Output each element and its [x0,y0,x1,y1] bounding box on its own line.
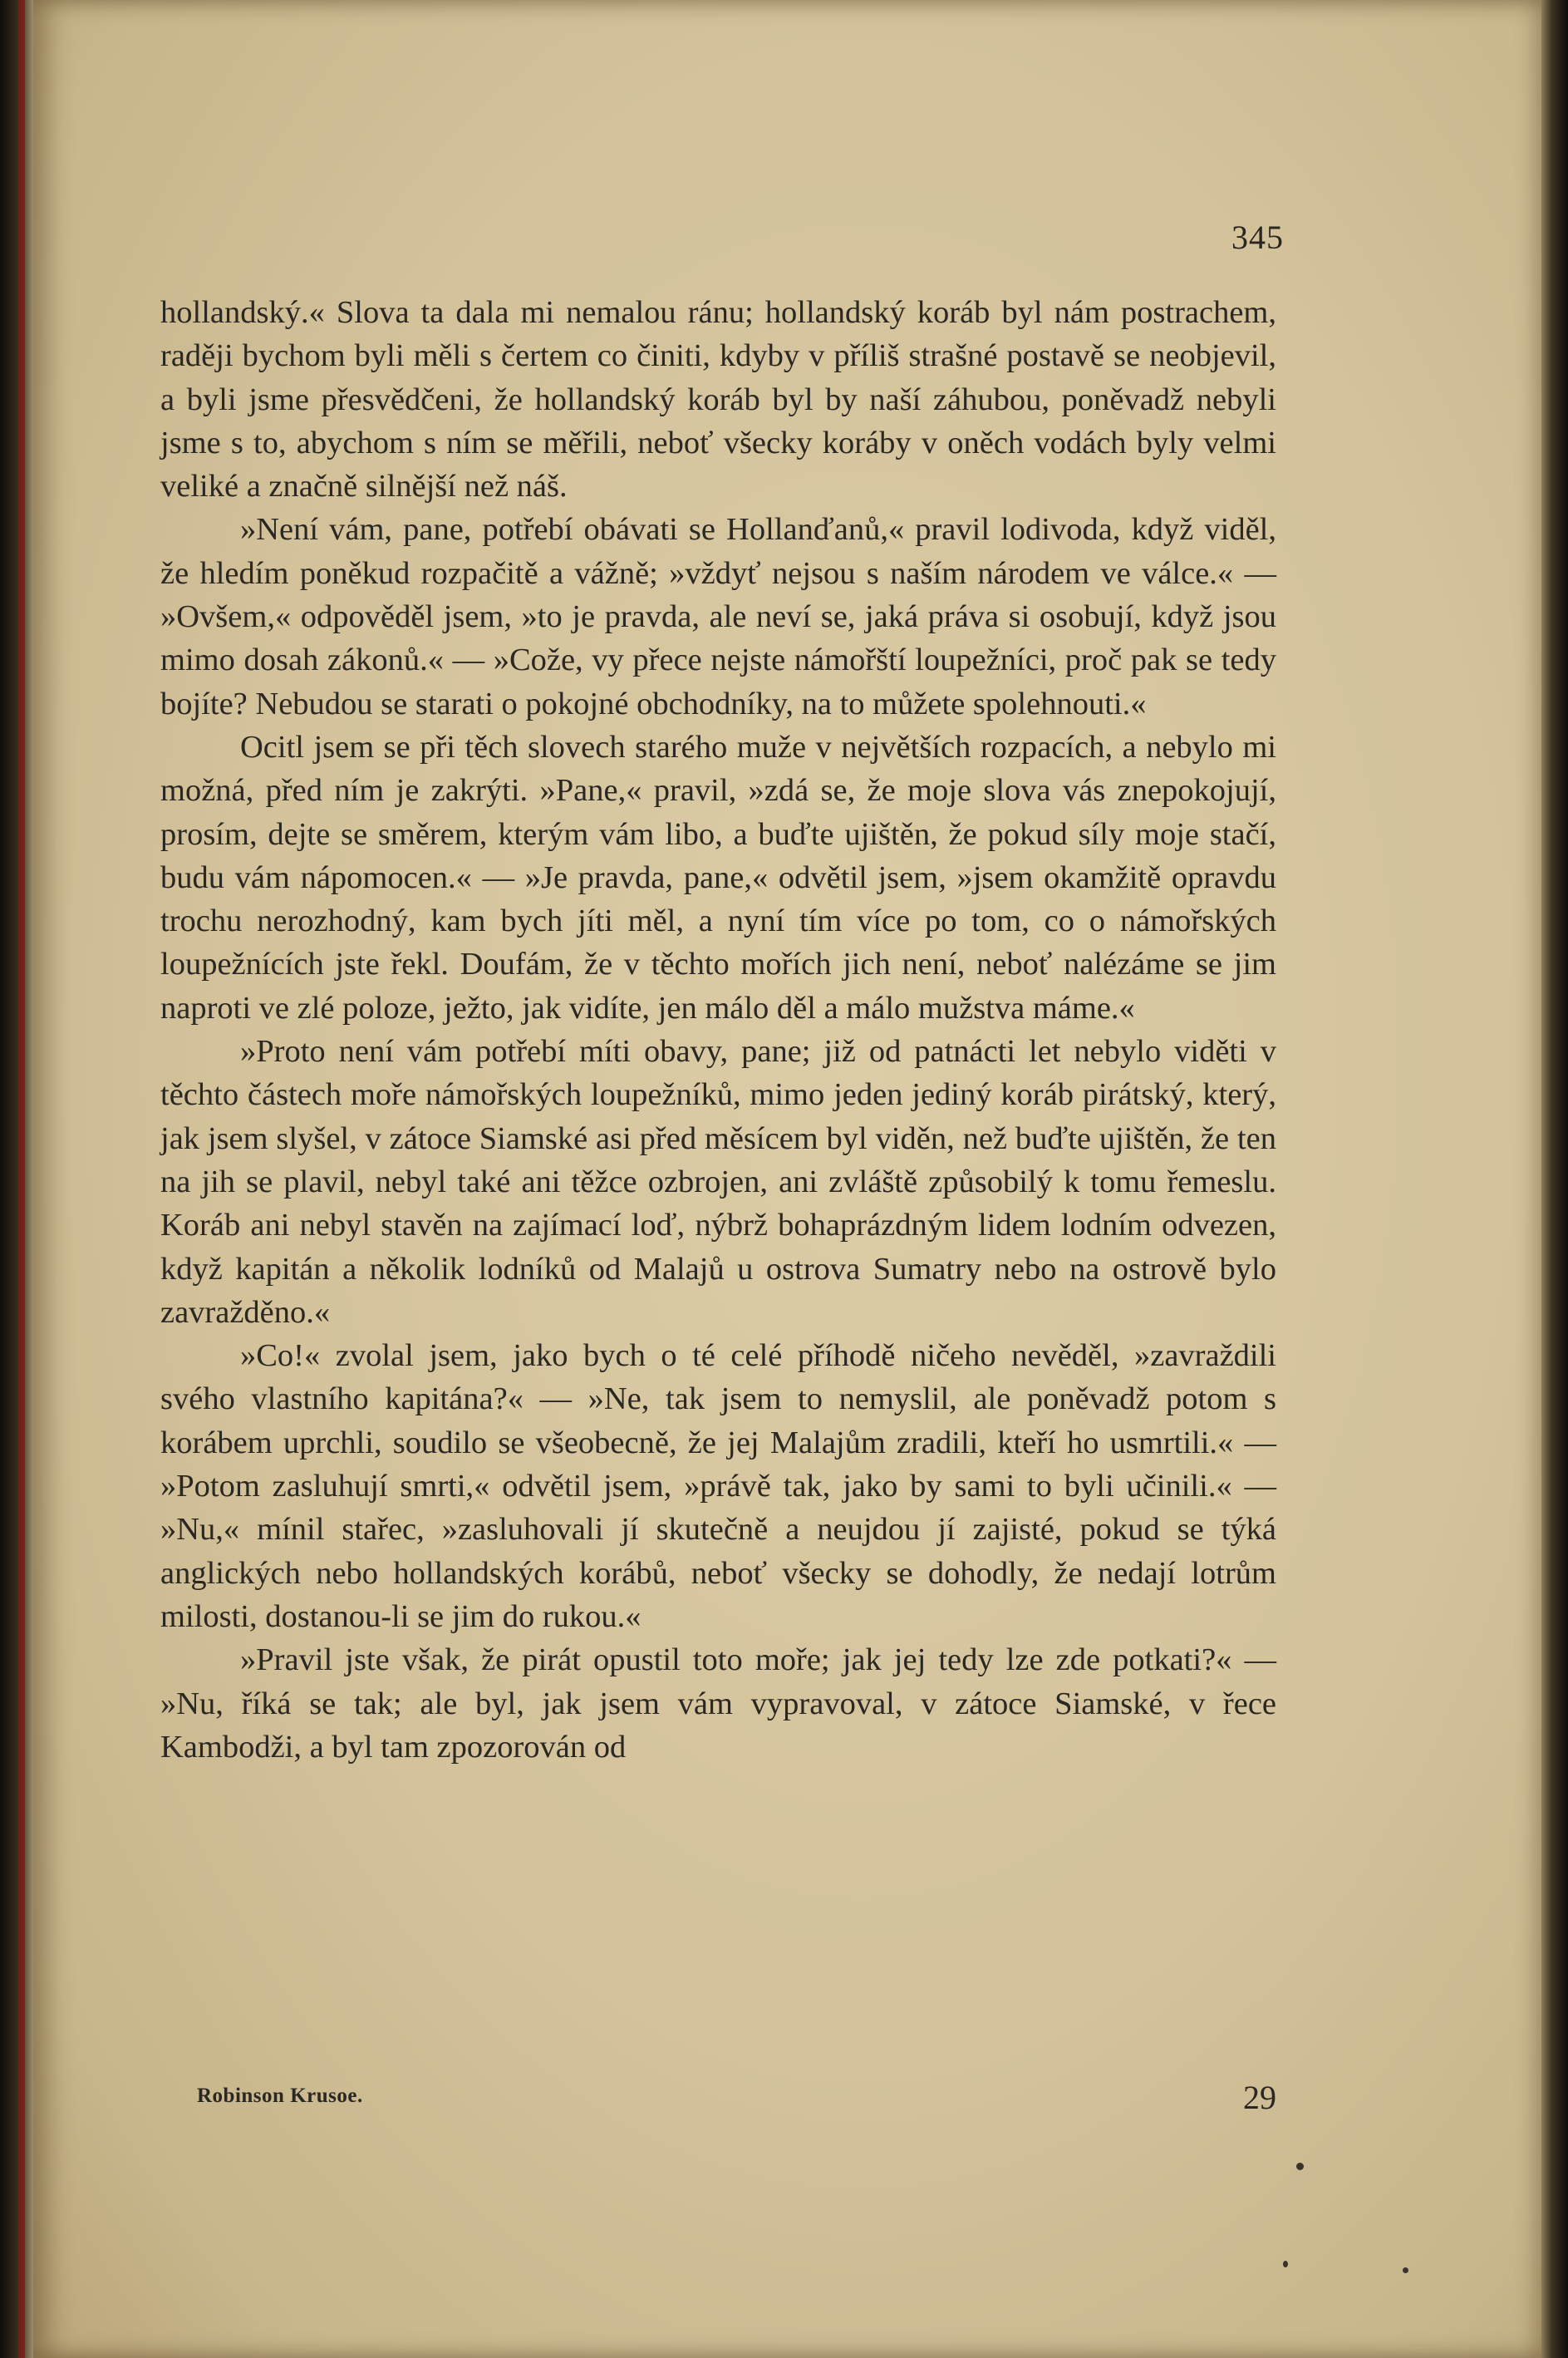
binding-band [18,0,25,2358]
paragraph-1: hollandský.« Slova ta dala mi nemalou ránu; hollandský koráb byl nám postrachem, raději bychom byli měli s čertem co činiti, kdyby v příliš strašné postavě se neobjevil, a byli jsme přesvědčeni, že hollandský koráb byl by naší záhubou, poněvadž nebyli jsme s to, abychom s ním se měřili, neboť všecky koráby v oněch vodách byly velmi veliké a značně silnější než náš. [160,295,1276,505]
page-footer [160,2078,1276,2119]
body-text [160,291,1276,1769]
paragraph-3: Ocitl jsem se při těch slovech starého muže v největších rozpacích, a nebylo mi možná, před ním je zakrýti. »Pane,« pravil, »zdá se, že moje slova vás znepokojují, prosím, dejte se směrem, kterým vám libo, a buďte ujištěn, že pokud síly moje stačí, budu vám nápomocen.« — »Je pravda, pane,« odvětil jsem, »jsem okamžitě opravdu trochu nerozhodný, kam bych jíti měl, a nyní tím více po tom, co o námořských loupežnících jste řekl. Doufám, že v těchto mořích jich není, neboť nalézáme se jim naproti ve zlé poloze, ježto, jak vidíte, jen málo děl a málo mužstva máme.« [160,729,1276,1026]
paper-speck [1296,2163,1304,2170]
paragraph-5: »Co!« zvolal jsem, jako bych o té celé příhodě ničeho nevěděl, »zavraždili svého vlastního kapitána?« — »Ne, tak jsem to nemyslil, ale poněvadž potom s korábem uprchli, soudilo se všeobecně, že jej Malajům zradili, kteří ho usmrtili.« — »Potom zasluhují smrti,« odvětil jsem, »právě tak, jako by sami to byli učinili.« — »Nu,« mínil stařec, »zasluhovali jí skutečně a neujdou jí zajisté, pokud se týká anglických nebo hollandských korábů, neboť všecky se dohodly, že nedají lotrům milosti, dostanou-li se jim do rukou.« [160,1338,1276,1634]
paragraph-6: »Pravil jste však, že pirát opustil toto moře; jak jej tedy lze zde potkati?« — »Nu, říká se tak; ale byl, jak jsem vám vypravoval, v zátoce Siamské, v řece Kambodži, a byl tam zpozorován od [160,1642,1276,1765]
paper-speck [1403,2267,1408,2273]
footer-book-title: Robinson Krusoe. [197,2085,363,2107]
paper-speck [1283,2261,1288,2267]
page-right-edge [1541,0,1568,2358]
paragraph-2: »Není vám, pane, potřebí obávati se Hollanďanů,« pravil lodivoda, když viděl, že hledím poněkud rozpačitě a vážně; »vždyť nejsou s naším národem ve válce.« — »Ovšem,« odpověděl jsem, »to je pravda, ale neví se, jaká práva si osobují, když jsou mimo dosah zákonů.« — »Cože, vy přece nejste námořští loupežníci, proč pak se tedy bojíte? Nebudou se starati o pokojné obchodníky, na to můžete spolehnouti.« [160,512,1276,721]
footer-signature-mark: 29 [1243,2079,1276,2116]
page-number: 345 [1231,219,1284,256]
paragraph-4: »Proto není vám potřebí míti obavy, pane; již od patnácti let nebylo viděti v těchto částech moře námořských loupežníků, mimo jeden jediný koráb pirátský, který, jak jsem slyšel, v zátoce Siamské asi před měsícem byl viděn, než buďte ujištěn, že ten na jih se plavil, nebyl také ani těžce ozbrojen, ani zvláště způsobilý k tomu řemeslu. Koráb ani nebyl stavěn na zajímací loď, nýbrž bohaprázdným lidem lodním odvezen, když kapitán a několik lodníků od Malajů u ostrova Sumatry nebo na ostrově bylo zavražděno.« [160,1034,1276,1330]
